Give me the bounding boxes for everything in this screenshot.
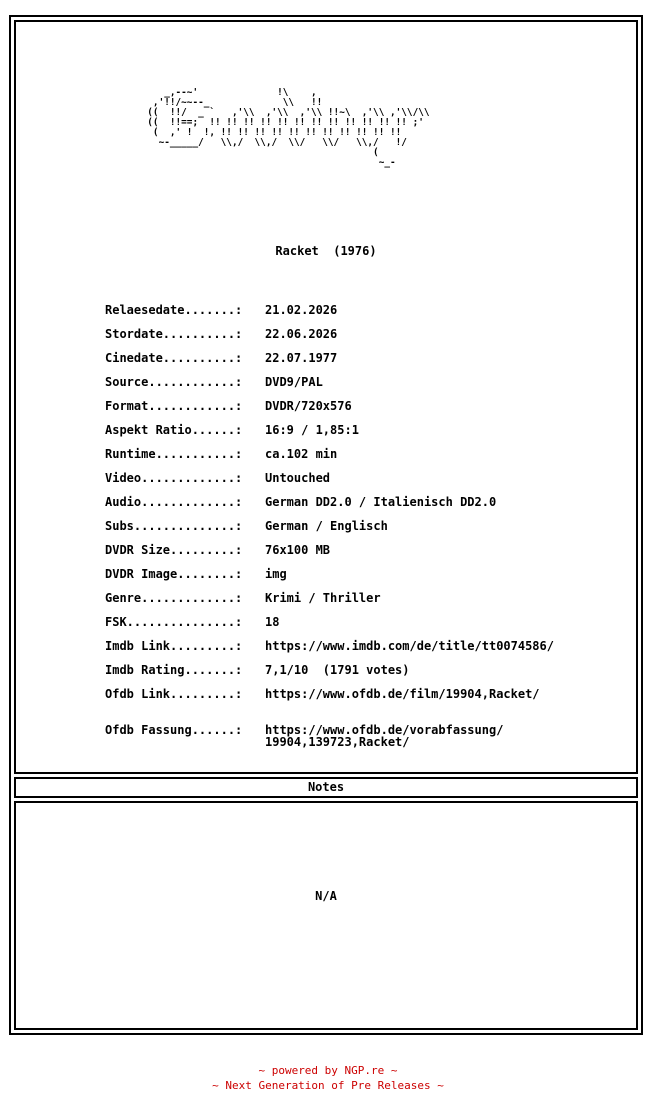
footer-powered-by: ~ powered by NGP.re ~ — [258, 1064, 398, 1077]
info-value: DVD9/PAL — [265, 375, 323, 389]
info-row-subs — [105, 520, 554, 544]
info-value: 22.07.1977 — [265, 351, 338, 365]
info-label: Ofdb Link.........: — [105, 687, 243, 701]
movie-title: Racket (1976) — [275, 244, 377, 258]
info-row-imdb-rating — [105, 664, 554, 688]
info-row-audio — [105, 496, 554, 520]
info-row-runtime — [105, 448, 554, 472]
info-row-ofdb-link — [105, 688, 554, 712]
info-value: 76x100 MB — [265, 543, 331, 557]
info-label: Ofdb Fassung......: — [105, 723, 243, 737]
info-label: Imdb Rating.......: — [105, 663, 243, 677]
notes-header — [14, 777, 638, 798]
info-label: DVDR Size.........: — [105, 543, 243, 557]
info-label: Subs..............: — [105, 519, 243, 533]
info-value: Untouched — [265, 471, 331, 485]
info-row-fsk — [105, 616, 554, 640]
info-value: https://www.ofdb.de/film/19904,Racket/ — [265, 687, 540, 701]
info-value: 21.02.2026 — [265, 303, 338, 317]
info-value: DVDR/720x576 — [265, 399, 352, 413]
group-logo-ascii: _,--~' !\ , ,'!!/~~--_ \\ !! (( !!/ _ ` ,'\\ ,'\\ ,'\\ !!~\ ,'\\ ,'\\/\\ (( !!==; !! !! !! !! !! !! !! !! !! !! !! !! ;' ( ,' ! !, !! !! !! !! !! !! !! !! !! !! !! ~-_____/ \\,/ \\,/ \\/ \\/ \\,/ !/ ( ~_- — [147, 87, 430, 168]
release-info-panel — [14, 20, 638, 774]
info-label: FSK...............: — [105, 615, 243, 629]
info-label: Aspekt Ratio......: — [105, 423, 243, 437]
info-row-video — [105, 472, 554, 496]
info-row-ofdb-fassung — [105, 724, 554, 748]
info-label: Format............: — [105, 399, 243, 413]
info-label: Genre.............: — [105, 591, 243, 605]
release-info-list — [105, 304, 554, 748]
info-row-releasedate — [105, 304, 554, 328]
info-label: DVDR Image........: — [105, 567, 243, 581]
info-label: Source............: — [105, 375, 243, 389]
footer-tagline: ~ Next Generation of Pre Releases ~ — [212, 1079, 444, 1092]
info-value: img — [265, 567, 287, 581]
info-row-cinedate — [105, 352, 554, 376]
nfo-frame — [9, 15, 643, 1035]
info-row-stordate — [105, 328, 554, 352]
info-value: Krimi / Thriller — [265, 591, 381, 605]
info-value: ca.102 min — [265, 447, 338, 461]
info-label: Cinedate..........: — [105, 351, 243, 365]
info-value: German / Englisch — [265, 519, 388, 533]
info-row-aspect-ratio — [105, 424, 554, 448]
info-value: https://www.imdb.com/de/title/tt0074586/ — [265, 639, 554, 653]
info-value: German DD2.0 / Italienisch DD2.0 — [265, 495, 497, 509]
info-row-source — [105, 376, 554, 400]
notes-panel — [14, 801, 638, 1030]
info-label: Runtime...........: — [105, 447, 243, 461]
info-value: 16:9 / 1,85:1 — [265, 423, 359, 437]
notes-heading: Notes — [307, 780, 345, 794]
info-row-dvdr-size — [105, 544, 554, 568]
info-label: Relaesedate.......: — [105, 303, 243, 317]
info-value: https://www.ofdb.de/vorabfassung/ 19904,139723,Racket/ — [265, 723, 504, 749]
info-label: Video.............: — [105, 471, 243, 485]
info-row-dvdr-image — [105, 568, 554, 592]
info-label: Audio.............: — [105, 495, 243, 509]
info-label: Stordate..........: — [105, 327, 243, 341]
info-row-genre — [105, 592, 554, 616]
info-row-format — [105, 400, 554, 424]
info-row-imdb-link — [105, 640, 554, 664]
notes-text: N/A — [315, 889, 337, 903]
info-label: Imdb Link.........: — [105, 639, 243, 653]
info-value: 7,1/10 (1791 votes) — [265, 663, 410, 677]
info-value: 22.06.2026 — [265, 327, 338, 341]
info-value: 18 — [265, 615, 280, 629]
